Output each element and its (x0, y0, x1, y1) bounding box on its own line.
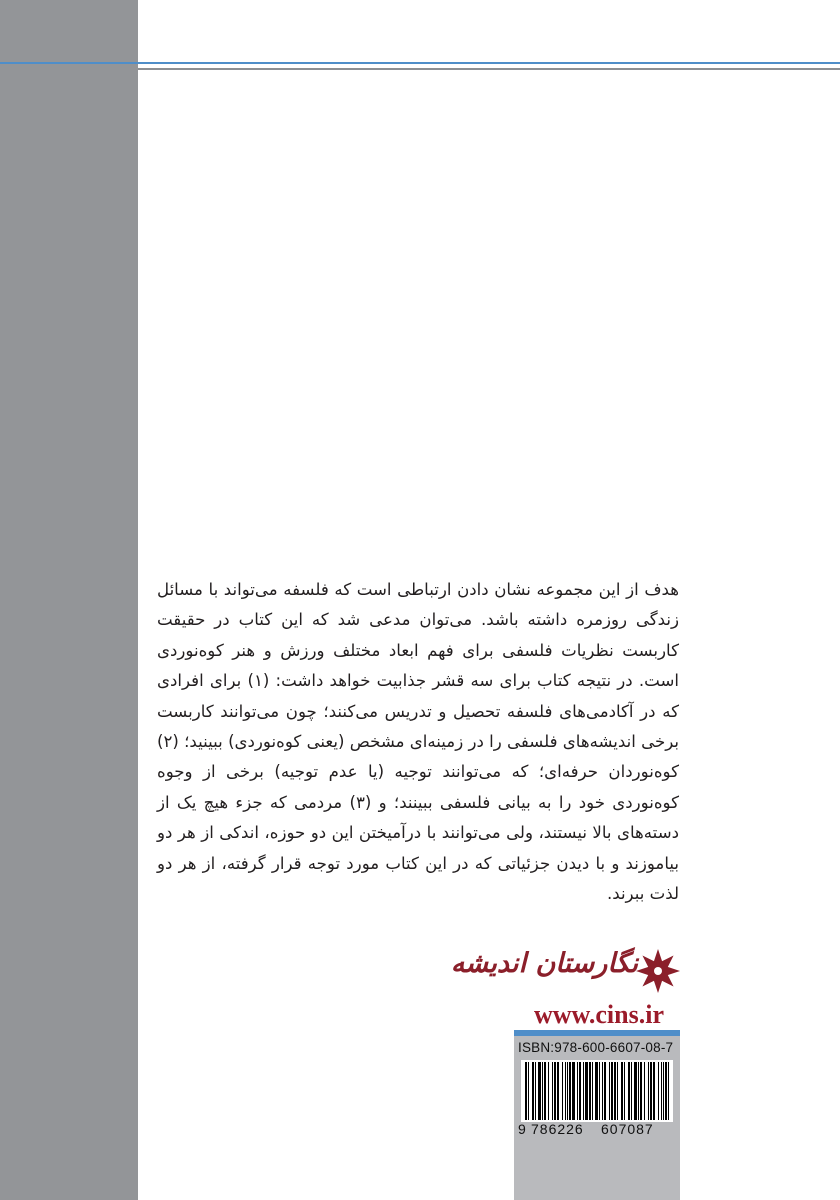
barcode-digits-right: 607087 (601, 1121, 654, 1137)
isbn-label: ISBN:978-600-6607-08-7 (518, 1040, 674, 1055)
barcode-digits-left: 786226 (531, 1121, 584, 1137)
cover-blurb: هدف از این مجموعه نشان دادن ارتباطی است که فلسفه می‌تواند با مسائل زندگی روزمره داشته باشد. می‌توان مدعی شد که این کتاب در حقیقت کاربست نظریات فلسفی برای فهم ابعاد مختلف ورزش و هنر کوه‌نوردی است. در نتیجه کتاب برای سه قشر جذابیت خواهد داشت: (۱) برای افرادی که در آکادمی‌های فلسفه تحصیل و تدریس می‌کنند؛ چون می‌توانند کاربست برخی اندیشه‌های فلسفی را در زمینه‌ای مشخص (یعنی کوه‌نوردی) ببینید؛ (۲) کوه‌نوردان حرفه‌ای؛ که می‌توانند توجیه (یا عدم توجیه) برخی از وجوه کوه‌نوردی خود را به بیانی فلسفی ببینند؛ و (۳) مردمی که جزء هیچ یک از دسته‌های بالا نیستند، ولی می‌توانند با درآمیختن این دو حوزه، اندکی از هر دو بیاموزند و با دیدن جزئیاتی که در این کتاب مورد توجه قرار گرفته، از هر دو لذت ببرند. (157, 580, 679, 904)
top-rule-blue (0, 62, 840, 64)
barcode-digits (518, 1121, 678, 1137)
barcode-digit-first: 9 (518, 1121, 527, 1137)
barcode-icon (521, 1060, 673, 1122)
spine-panel (0, 0, 138, 1200)
publisher-logo-text: نگارستان اندیشه (450, 948, 638, 979)
publisher-website: www.cins.ir (534, 1000, 664, 1029)
publisher-logo (450, 938, 680, 1004)
top-rule-gray (138, 68, 840, 70)
